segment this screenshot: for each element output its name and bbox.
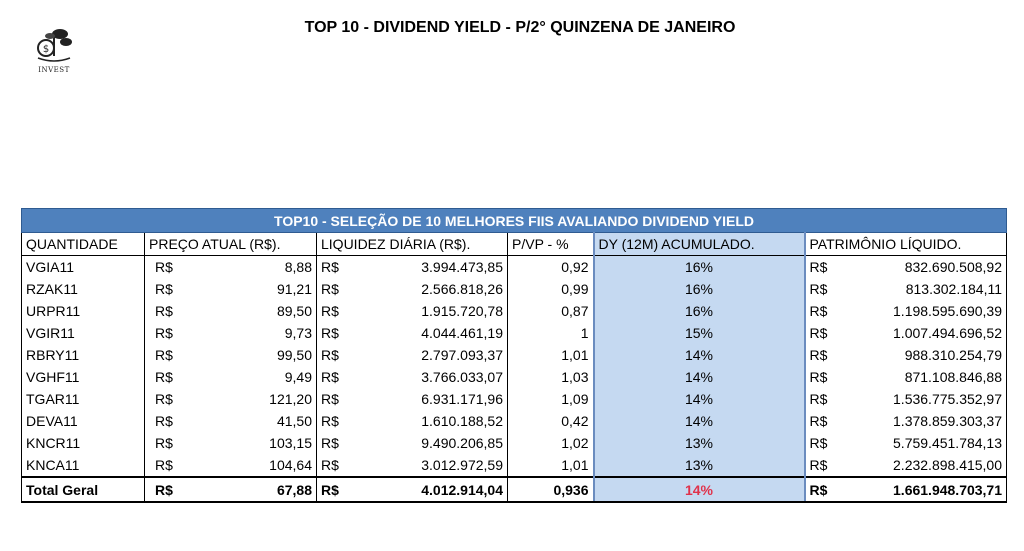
table-header-row — [22, 233, 1007, 256]
dy-cell: 14% — [594, 366, 805, 388]
header-quantidade: QUANTIDADE — [22, 233, 145, 256]
currency-label: R$ — [145, 366, 193, 388]
price-cell: 89,50 — [193, 300, 317, 322]
svg-text:$: $ — [42, 44, 50, 55]
dy-cell: 14% — [594, 410, 805, 432]
liquidity-cell: 2.797.093,37 — [362, 344, 508, 366]
pvp-cell: 0,92 — [508, 256, 594, 279]
dy-cell: 14% — [594, 344, 805, 366]
total-pvp: 0,936 — [508, 477, 594, 502]
currency-label: R$ — [317, 322, 362, 344]
currency-label: R$ — [317, 278, 362, 300]
invest-logo — [30, 24, 78, 80]
table-row — [22, 278, 1007, 300]
liquidity-cell: 3.012.972,59 — [362, 454, 508, 477]
equity-cell: 813.302.184,11 — [855, 278, 1007, 300]
table-row — [22, 454, 1007, 477]
dy-cell: 14% — [594, 388, 805, 410]
total-row — [22, 477, 1007, 502]
equity-cell: 2.232.898.415,00 — [855, 454, 1007, 477]
header-patrimonio-liquido: PATRIMÔNIO LÍQUIDO. — [805, 233, 1007, 256]
currency-label: R$ — [317, 300, 362, 322]
ticker-cell: URPR11 — [22, 300, 145, 322]
currency-label: R$ — [805, 388, 855, 410]
ticker-cell: VGIA11 — [22, 256, 145, 279]
price-cell: 99,50 — [193, 344, 317, 366]
table-row — [22, 322, 1007, 344]
currency-label: R$ — [317, 432, 362, 454]
liquidity-cell: 9.490.206,85 — [362, 432, 508, 454]
dy-cell: 16% — [594, 300, 805, 322]
dy-cell: 13% — [594, 454, 805, 477]
currency-label: R$ — [145, 388, 193, 410]
currency-label: R$ — [317, 256, 362, 279]
ticker-cell: RBRY11 — [22, 344, 145, 366]
currency-label: R$ — [145, 300, 193, 322]
total-liquidity: 4.012.914,04 — [362, 477, 508, 502]
table-row — [22, 300, 1007, 322]
equity-cell: 988.310.254,79 — [855, 344, 1007, 366]
liquidity-cell: 3.766.033,07 — [362, 366, 508, 388]
header-liquidez-diaria: LIQUIDEZ DIÁRIA (R$). — [317, 233, 508, 256]
equity-cell: 871.108.846,88 — [855, 366, 1007, 388]
pvp-cell: 1,02 — [508, 432, 594, 454]
currency-label: R$ — [145, 410, 193, 432]
currency-label: R$ — [805, 344, 855, 366]
table-row — [22, 388, 1007, 410]
currency-label: R$ — [805, 454, 855, 477]
currency-label: R$ — [145, 477, 193, 502]
table-banner-row — [22, 209, 1007, 233]
pvp-cell: 1,01 — [508, 454, 594, 477]
price-cell: 91,21 — [193, 278, 317, 300]
currency-label: R$ — [805, 432, 855, 454]
pvp-cell: 1 — [508, 322, 594, 344]
ticker-cell: RZAK11 — [22, 278, 145, 300]
liquidity-cell: 1.915.720,78 — [362, 300, 508, 322]
currency-label: R$ — [805, 300, 855, 322]
equity-cell: 1.198.595.690,39 — [855, 300, 1007, 322]
table-row — [22, 432, 1007, 454]
liquidity-cell: 4.044.461,19 — [362, 322, 508, 344]
pvp-cell: 1,03 — [508, 366, 594, 388]
price-cell: 9,49 — [193, 366, 317, 388]
currency-label: R$ — [317, 454, 362, 477]
ticker-cell: KNCR11 — [22, 432, 145, 454]
currency-label: R$ — [145, 454, 193, 477]
table-row — [22, 410, 1007, 432]
pvp-cell: 0,99 — [508, 278, 594, 300]
pvp-cell: 1,09 — [508, 388, 594, 410]
ticker-cell: VGHF11 — [22, 366, 145, 388]
liquidity-cell: 3.994.473,85 — [362, 256, 508, 279]
total-price: 67,88 — [193, 477, 317, 502]
total-dy: 14% — [594, 477, 805, 502]
tree-coin-icon — [30, 24, 78, 66]
currency-label: R$ — [317, 366, 362, 388]
pvp-cell: 0,87 — [508, 300, 594, 322]
currency-label: R$ — [145, 256, 193, 279]
currency-label: R$ — [805, 366, 855, 388]
table-row — [22, 256, 1007, 279]
currency-label: R$ — [805, 256, 855, 279]
dy-cell: 16% — [594, 278, 805, 300]
equity-cell: 1.536.775.352,97 — [855, 388, 1007, 410]
logo-text: INVEST — [38, 66, 70, 74]
price-cell: 9,73 — [193, 322, 317, 344]
table-banner: TOP10 - SELEÇÃO DE 10 MELHORES FIIS AVALIANDO DIVIDEND YIELD — [22, 209, 1007, 233]
header-pvp: P/VP - % — [508, 233, 594, 256]
currency-label: R$ — [805, 410, 855, 432]
currency-label: R$ — [145, 322, 193, 344]
dy-cell: 13% — [594, 432, 805, 454]
currency-label: R$ — [317, 388, 362, 410]
currency-label: R$ — [317, 477, 362, 502]
liquidity-cell: 2.566.818,26 — [362, 278, 508, 300]
ticker-cell: TGAR11 — [22, 388, 145, 410]
table-row — [22, 366, 1007, 388]
price-cell: 8,88 — [193, 256, 317, 279]
header-preco-atual: PREÇO ATUAL (R$). — [145, 233, 317, 256]
price-cell: 104,64 — [193, 454, 317, 477]
currency-label: R$ — [805, 278, 855, 300]
price-cell: 121,20 — [193, 388, 317, 410]
liquidity-cell: 1.610.188,52 — [362, 410, 508, 432]
price-cell: 41,50 — [193, 410, 317, 432]
total-label: Total Geral — [22, 477, 145, 502]
currency-label: R$ — [145, 432, 193, 454]
dividend-yield-table — [21, 208, 1007, 503]
header-dy-acumulado: DY (12M) ACUMULADO. — [594, 233, 805, 256]
pvp-cell: 1,01 — [508, 344, 594, 366]
currency-label: R$ — [317, 410, 362, 432]
currency-label: R$ — [145, 278, 193, 300]
equity-cell: 1.007.494.696,52 — [855, 322, 1007, 344]
table-row — [22, 344, 1007, 366]
liquidity-cell: 6.931.171,96 — [362, 388, 508, 410]
equity-cell: 5.759.451.784,13 — [855, 432, 1007, 454]
pvp-cell: 0,42 — [508, 410, 594, 432]
price-cell: 103,15 — [193, 432, 317, 454]
total-equity: 1.661.948.703,71 — [855, 477, 1007, 502]
equity-cell: 832.690.508,92 — [855, 256, 1007, 279]
dy-cell: 16% — [594, 256, 805, 279]
equity-cell: 1.378.859.303,37 — [855, 410, 1007, 432]
currency-label: R$ — [317, 344, 362, 366]
currency-label: R$ — [145, 344, 193, 366]
currency-label: R$ — [805, 322, 855, 344]
currency-label: R$ — [805, 477, 855, 502]
dy-cell: 15% — [594, 322, 805, 344]
ticker-cell: VGIR11 — [22, 322, 145, 344]
page-title: TOP 10 - DIVIDEND YIELD - P/2° QUINZENA DE JANEIRO — [304, 19, 736, 36]
ticker-cell: KNCA11 — [22, 454, 145, 477]
ticker-cell: DEVA11 — [22, 410, 145, 432]
